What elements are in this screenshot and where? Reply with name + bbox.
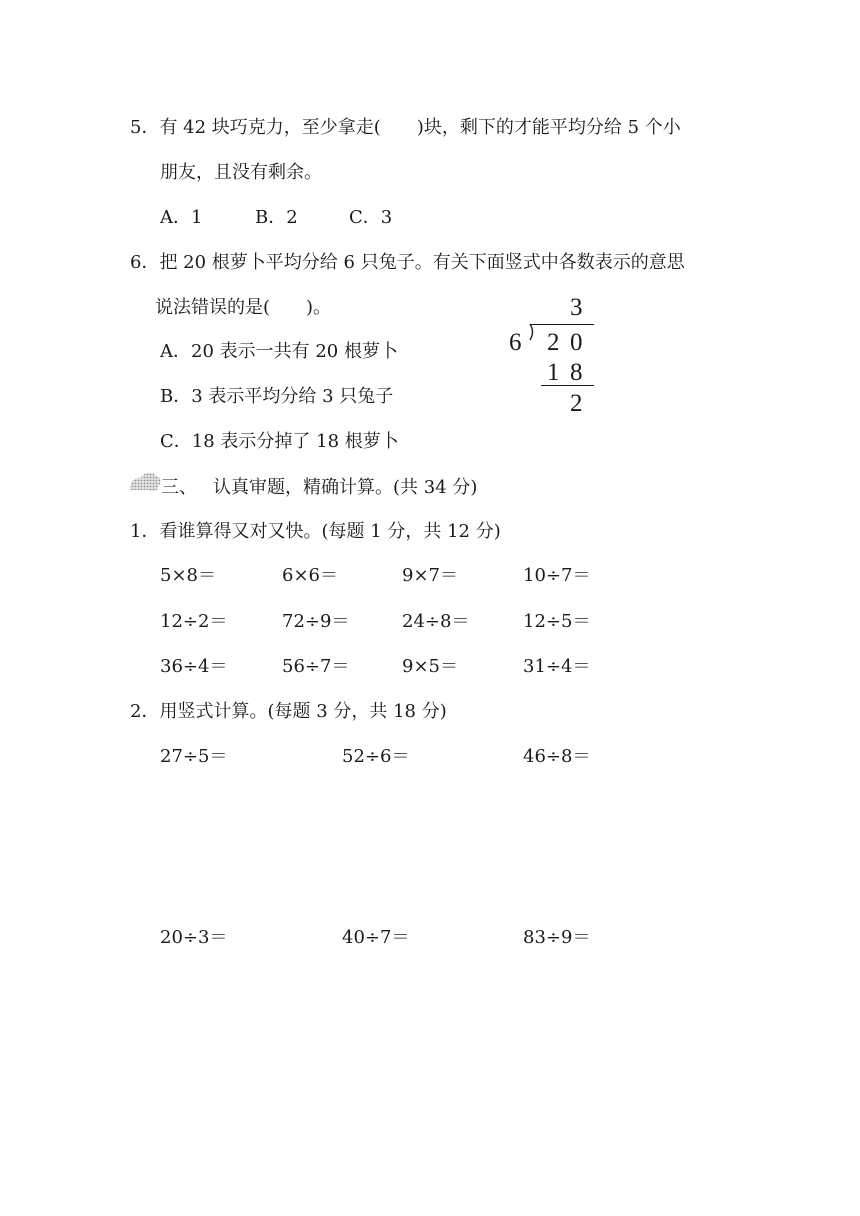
calc-item: 10÷7＝: [523, 565, 591, 586]
ld-divisor: 6: [509, 329, 522, 356]
vertical-calc-item: 20÷3＝: [160, 927, 228, 948]
q6-text-line1: 6．把 20 根萝卜平均分给 6 只兔子。有关下面竖式中各数表示的意思: [130, 252, 685, 273]
vertical-calc-item: 83÷9＝: [523, 927, 591, 948]
ld-dividend-digit-2: 0: [570, 329, 583, 356]
section-header-icon: [128, 470, 162, 492]
part2-heading: 2．用竖式计算。(每题 3 分，共 18 分): [130, 701, 447, 722]
calc-item: 9×5＝: [402, 656, 458, 677]
calc-item: 36÷4＝: [160, 656, 228, 677]
calc-item: 5×8＝: [160, 565, 216, 586]
q6-option-b: B．3 表示平均分给 3 只兔子: [160, 386, 394, 407]
vertical-calc-item: 40÷7＝: [342, 927, 410, 948]
ld-product-digit-2: 8: [570, 359, 583, 386]
ld-subtraction-line: [541, 385, 594, 386]
ld-division-bar: [530, 324, 594, 325]
ld-dividend-digit-1: 2: [547, 329, 560, 356]
part1-heading: 1．看谁算得又对又快。(每题 1 分，共 12 分): [130, 521, 501, 542]
ld-quotient: 3: [570, 294, 583, 321]
calc-item: 56÷7＝: [282, 656, 350, 677]
vertical-calc-item: 52÷6＝: [342, 746, 410, 767]
calc-item: 6×6＝: [282, 565, 338, 586]
q5-text-line2: 朋友，且没有剩余。: [160, 162, 322, 183]
q5-option-c: C．3: [349, 207, 393, 228]
q5-text-line1: 5．有 42 块巧克力，至少拿走( )块，剩下的才能平均分给 5 个小: [130, 117, 681, 138]
calc-item: 12÷5＝: [523, 611, 591, 632]
section-title: 认真审题，精确计算。(共 34 分): [213, 477, 478, 498]
q6-option-a: A．20 表示一共有 20 根萝卜: [160, 341, 398, 362]
calc-item: 9×7＝: [402, 565, 458, 586]
calc-item: 24÷8＝: [402, 611, 470, 632]
calc-item: 12÷2＝: [160, 611, 228, 632]
q6-text-line2: 说法错误的是( )。: [155, 297, 332, 318]
calc-item: 72÷9＝: [282, 611, 350, 632]
vertical-calc-item: 27÷5＝: [160, 746, 228, 767]
calc-item: 31÷4＝: [523, 656, 591, 677]
ld-division-bracket: [522, 323, 536, 353]
ld-product-digit-1: 1: [547, 359, 560, 386]
q5-option-a: A．1: [160, 207, 203, 228]
q6-option-c: C．18 表示分掉了 18 根萝卜: [160, 431, 399, 452]
section-number: 三、: [161, 477, 197, 498]
q5-option-b: B．2: [255, 207, 298, 228]
vertical-calc-item: 46÷8＝: [523, 746, 591, 767]
ld-remainder: 2: [570, 390, 583, 417]
